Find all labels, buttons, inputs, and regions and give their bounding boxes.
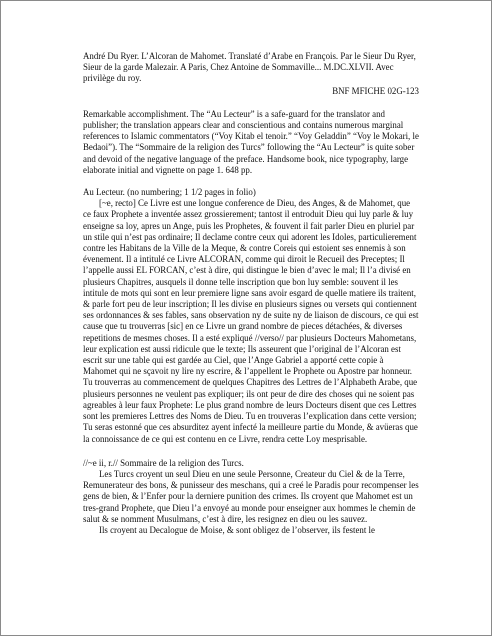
au-lecteur-text: [~e, recto] Ce Livre est une longue conference de Dieu, des Anges, & de Mahomet, que ce faux Prophete a inventée assez grossierement; tantost il entroduit Dieu qui luy parle & luy enseigne sa loy, apres un Ange, puis les Prophetes, & fouvent il fait parler Dieu en pluriel par un stile qui n’est pas ordinaire; Il declame contre ceux qui adorent les Idoles, particulierement contre les Habitans de la Ville de la Meque, & contre Coreis qui estoient ses ennemis à son évenement. Il a intitulé ce Livre ALCORAN, comme qui diroit le Recueil des Preceptes; Il l’appelle aussi EL FORCAN, c’est à dire, qui distingue le bien d’avec le mal; Il l’a divisé en plusieurs Chapitres, ausquels il donne telle inscription que bon luy semble: souvent il les intitule de mots qui sont en leur premiere ligne sans avoir esgard de quelle matiere ils traitent, & parle fort peu de leur inscription; Il les divise en plusieurs signes ou versets qui contiennent ses ordonnances & ses fables, sans observation ny de suite ny de liaison de discours, ce qui est cause que tu trouverras [sic] en ce Livre un grand nombre de pieces détachées, & diverses repetitions de mesmes choses. Il a esté expliqué //verso// par plusieurs Docteurs Mahometans, leur explication est aussi ridicule que le texte; Ils asseurent que l’original de l’Alcoran est escrit sur une table qui est gardée au Ciel, que l’Ange Gabriel a apporté cette copie à Mahomet qui ne sçavoit ny lire ny escrire, & l’appellent le Prophete ou Apostre par honneur. Tu trouverras au commencement de quelques Chapitres des Lettres de l’Alphabeth Arabe, que plusieurs personnes ne veulent pas expliquer; ils ont peur de dire des choses qui ne soient pas agreables à leur faux Prophete: Le plus grand nombre de leurs Docteurs disent que ces Lettres sont les premieres Lettres des Noms de Dieu. Tu en trouveras l’explication dans cette version; Tu seras estonné que ces absurditez ayent infecté la meilleure partie du Monde, & avüeras que la connoissance de ce qui est contenu en ce Livre, rendra cette Loy mesprisable. xyxy=(83,198,419,444)
sommaire-heading: //~e ii, r.// Sommaire de la religion des Turcs. xyxy=(83,457,244,468)
shelfmark: BNF MFICHE 02G-123 xyxy=(332,85,419,96)
sommaire-paragraph-2: Ils croyent au Decalogue de Moise, & sont obligez de l’observer, ils festent le xyxy=(99,524,375,535)
remarks-paragraph: Remarkable accomplishment. The “Au Lecteur” is a safe-guard for the translator and publisher; the translation appears clear and conscientious and contains numerous marginal references to Islamic commentators (“Voy Kitab el tenoir.” “Voy Geladdin” “Voy le Mokari, le Bedaoi”). The “Sommaire de la religion des Turcs” following the “Au Lecteur” is quite sober and devoid of the negative language of the preface. Handsome book, nice typography, large elaborate initial and vignette on page 1. 648 pp. xyxy=(83,108,419,175)
document-body xyxy=(83,51,419,536)
au-lecteur-heading: Au Lecteur. (no numbering; 1 1/2 pages in folio) xyxy=(83,187,256,198)
sommaire-paragraph-1: Les Turcs croyent un seul Dieu en une seule Personne, Createur du Ciel & de la Terre, Remunerateur des bons, & punisseur des meschans, qui a creé le Paradis pour recompenser les gens de bien, & l’Enfer pour la derniere punition des crimes. Ils croyent que Mahomet est un tres-grand Prophete, que Dieu l’a envoyé au monde pour enseigner aux hommes le chemin de salut & se nomment Musulmans, c’est à dire, les resignez en dieu ou les sauvez. xyxy=(83,468,419,524)
bibliographic-citation: André Du Ryer. L’Alcoran de Mahomet. Translaté d’Arabe en François. Par le Sieur Du Ryer, Sieur de la garde Malezair. A Paris, Chez Antoine de Sommaville... M.DC.XLVII. Avec privilège du roy. xyxy=(83,51,416,84)
